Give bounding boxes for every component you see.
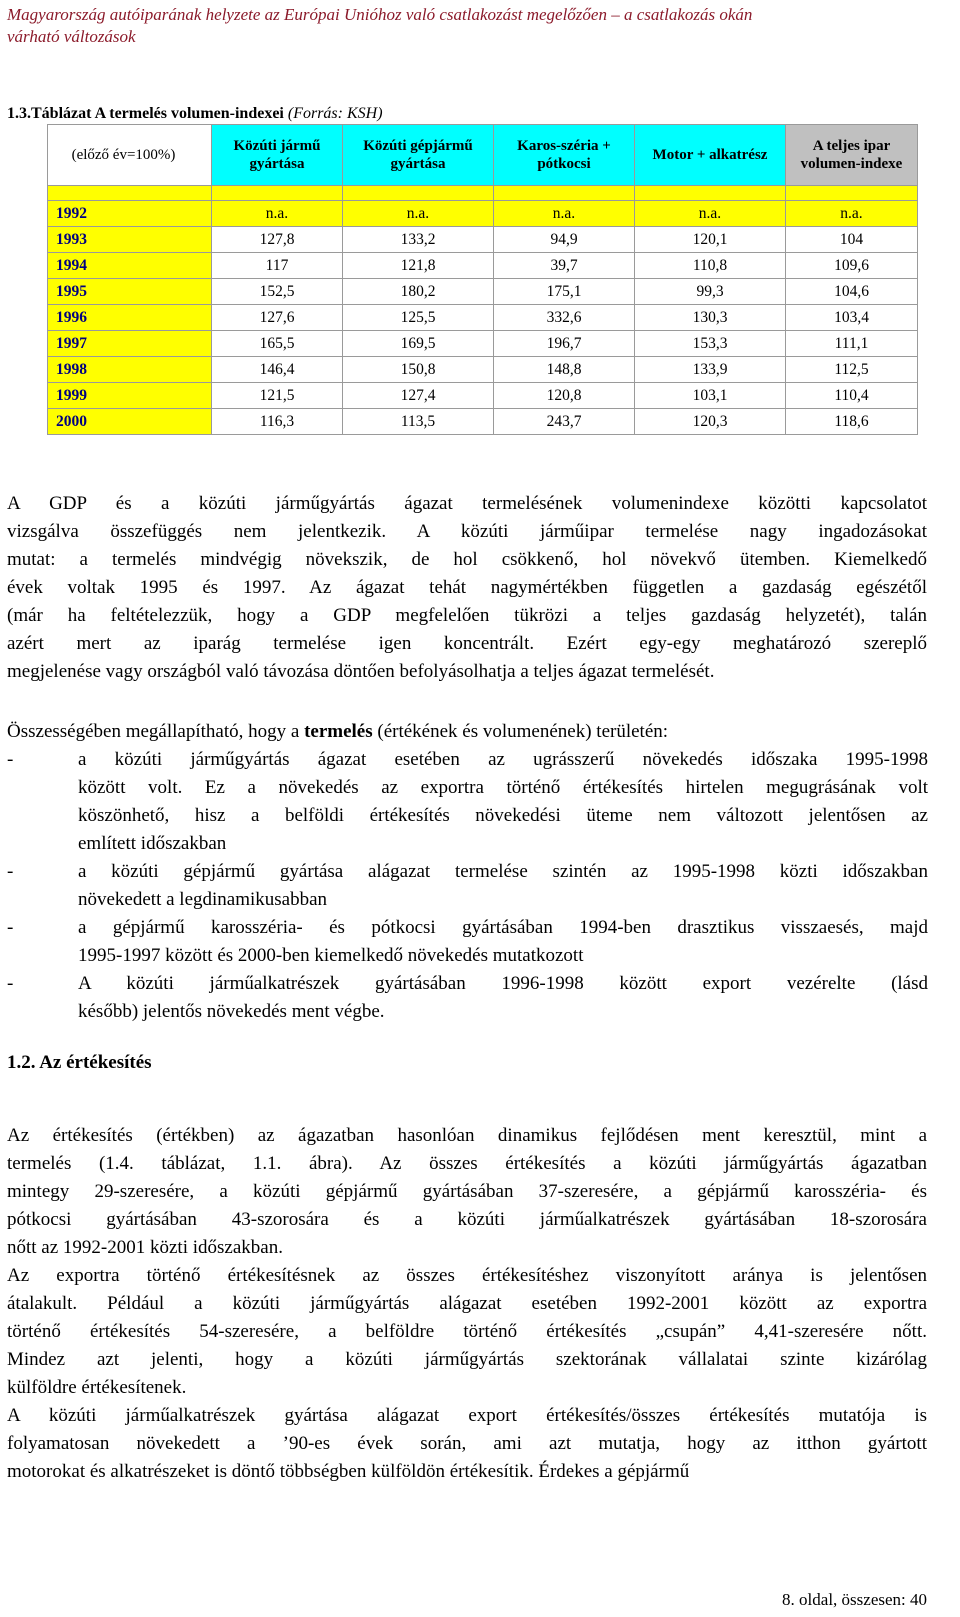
table-cell: 113,5	[343, 409, 494, 435]
table-cell: 104,6	[786, 279, 918, 305]
table-cell: n.a.	[494, 201, 635, 227]
text-line: köszönhető, hisz a belföldi értékesítés növekedési üteme nem változott jelentősen az	[78, 805, 928, 826]
table-row	[48, 383, 918, 409]
bullet-item	[78, 858, 928, 914]
text-line: motorokat és alkatrészeket is döntő többségben külföldön értékesítik. Érdekes a gépjármű	[7, 1461, 690, 1482]
table-header-row	[48, 125, 918, 186]
table-cell: 112,5	[786, 357, 918, 383]
table-cell: 125,5	[343, 305, 494, 331]
table-cell: 127,4	[343, 383, 494, 409]
table-cell: 180,2	[343, 279, 494, 305]
table-year-cell: 1998	[48, 357, 212, 383]
table-year-cell: 1993	[48, 227, 212, 253]
text-line: Az exportra történő értékesítésnek az összes értékesítéshez viszonyított aránya is jelentősen	[7, 1265, 927, 1286]
bullet-item	[78, 914, 928, 970]
table-year-cell: 2000	[48, 409, 212, 435]
bullet-dash: -	[7, 749, 14, 770]
text-line: történő értékesítés 54-szeresére, a belföldre történő értékesítés „csupán” 4,41-szeresére nőtt.	[7, 1321, 927, 1342]
table-cell: 120,3	[635, 409, 786, 435]
text-line: folyamatosan növekedett a ’90-es évek során, ami azt mutatja, hogy az itthon gyártott	[7, 1433, 927, 1454]
table-cell: 133,2	[343, 227, 494, 253]
text-line: Az értékesítés (értékben) az ágazatban hasonlóan dinamikus fejlődésen ment keresztül, mint a	[7, 1125, 927, 1146]
page-footer: 8. oldal, összesen: 40	[782, 1590, 927, 1609]
text-line: nőtt az 1992-2001 közti időszakban.	[7, 1237, 283, 1258]
table-row	[48, 331, 918, 357]
table-cell: n.a.	[786, 201, 918, 227]
table-cell: 110,8	[635, 253, 786, 279]
paragraph-parts	[7, 1402, 927, 1486]
table-year-cell: 1997	[48, 331, 212, 357]
text-line: vizsgálva összefüggés nem jelentkezik. A közúti járműipar termelése nagy ingadozásokat	[7, 521, 927, 542]
paragraph-export	[7, 1262, 927, 1402]
text-line: termelés (1.4. táblázat, 1.1. ábra). Az összes értékesítés a közúti járműgyártás ágazatban	[7, 1153, 927, 1174]
text-line: növekedett a legdinamikusabban	[78, 889, 328, 910]
running-header-line2: várható változások	[7, 27, 136, 46]
text-line: A GDP és a közúti járműgyártás ágazat termelésének volumenindexe közötti kapcsolatot	[7, 493, 927, 514]
table-cell: 116,3	[212, 409, 343, 435]
bullet-item	[78, 970, 928, 1026]
table-cell: 109,6	[786, 253, 918, 279]
table-cell: 130,3	[635, 305, 786, 331]
text-line: mutat: a termelés mindvégig növekszik, de hol csökkenő, hol növekvő ütemben. Kiemelkedő	[7, 549, 927, 570]
text-line: megjelenése vagy országból való távozása döntően befolyásolhatja a teljes ágazat termelését.	[7, 661, 715, 682]
table-row	[48, 409, 918, 435]
table-cell: 146,4	[212, 357, 343, 383]
table-body	[48, 201, 918, 435]
table-title: Táblázat A termelés volumen-indexei	[31, 105, 284, 122]
table-cell: 133,9	[635, 357, 786, 383]
bullet-dash: -	[7, 973, 14, 994]
table-cell: 120,1	[635, 227, 786, 253]
table-cell: 39,7	[494, 253, 635, 279]
text-line: A közúti járműalkatrészek gyártása alágazat export értékesítés/összes értékesítés mutatója is	[7, 1405, 927, 1426]
bold-termeles: termelés	[304, 721, 373, 742]
running-header	[7, 4, 947, 48]
text-line: mintegy 29-szeresére, a közúti gépjármű gyártásában 37-szeresére, a gépjármű karosszéria- és	[7, 1181, 927, 1202]
table-cell: n.a.	[212, 201, 343, 227]
table-year-cell: 1999	[48, 383, 212, 409]
table-cell: 104	[786, 227, 918, 253]
table-cell: 103,4	[786, 305, 918, 331]
table-number: 1.3.	[7, 105, 31, 122]
text-line: említett időszakban	[78, 833, 227, 854]
table-header-cell: Közúti jármű gyártása	[212, 125, 343, 186]
table-cell: n.a.	[635, 201, 786, 227]
table-row	[48, 227, 918, 253]
text-line: a közúti járműgyártás ágazat esetében az ugrásszerű növekedés időszaka 1995-1998	[78, 749, 928, 770]
table-cell: 117	[212, 253, 343, 279]
table-cell: 121,8	[343, 253, 494, 279]
table-cell: n.a.	[343, 201, 494, 227]
bullet-dash: -	[7, 861, 14, 882]
table-cell: 196,7	[494, 331, 635, 357]
text-line: Mindez azt jelenti, hogy a közúti járműgyártás szektorának vállalatai szinte kizárólag	[7, 1349, 927, 1370]
table-cell: 121,5	[212, 383, 343, 409]
table-cell: 148,8	[494, 357, 635, 383]
table-year-cell: 1992	[48, 201, 212, 227]
bullet-dash: -	[7, 917, 14, 938]
text-line: átalakult. Például a közúti járműgyártás alágazat esetében 1992-2001 között az exportra	[7, 1293, 927, 1314]
bullet-item	[78, 746, 928, 858]
text-line: A közúti járműalkatrészek gyártásában 1996-1998 között export vezérelte (lásd	[78, 973, 928, 994]
table-cell: 94,9	[494, 227, 635, 253]
table-cell: 127,6	[212, 305, 343, 331]
table-cell: 153,3	[635, 331, 786, 357]
running-header-line1: Magyarország autóiparának helyzete az Európai Unióhoz való csatlakozást megelőzően – a csatlakozás okán	[7, 5, 753, 24]
table-row	[48, 201, 918, 227]
table-cell: 150,8	[343, 357, 494, 383]
table-cell: 332,6	[494, 305, 635, 331]
table-row	[48, 305, 918, 331]
paragraph-summary-intro: Összességében megállapítható, hogy a termelés (értékének és volumenének) területén:	[7, 721, 669, 742]
text-line: a közúti gépjármű gyártása alágazat termelése szintén az 1995-1998 közti időszakban	[78, 861, 928, 882]
table-cell: 110,4	[786, 383, 918, 409]
table-header-cell: (előző év=100%)	[48, 125, 212, 186]
text-line: 1995-1997 között és 2000-ben kiemelkedő növekedés mutatkozott	[78, 945, 584, 966]
table-source: (Forrás: KSH)	[287, 105, 383, 122]
table-header-cell: A teljes ipar volumen-indexe	[786, 125, 918, 186]
table-spacer-row	[48, 186, 918, 201]
table-row	[48, 253, 918, 279]
table-cell: 111,1	[786, 331, 918, 357]
table-header-cell: Motor + alkatrész	[635, 125, 786, 186]
text-line: azért mert az iparág termelése igen koncentrált. Ezért egy-egy meghatározó szereplő	[7, 633, 927, 654]
paragraph-gdp	[7, 490, 927, 686]
section-title: 1.2. Az értékesítés	[7, 1052, 152, 1073]
table-row	[48, 279, 918, 305]
table-cell: 99,3	[635, 279, 786, 305]
table-cell: 152,5	[212, 279, 343, 305]
table-cell: 120,8	[494, 383, 635, 409]
volume-index-table	[47, 124, 918, 435]
text-line: pótkocsi gyártásában 43-szorosára és a közúti járműalkatrészek gyártásában 18-szorosára	[7, 1209, 927, 1230]
text-line: (már ha feltételezzük, hogy a GDP megfelelően tükrözi a teljes gazdaság helyzetét), talán	[7, 605, 927, 626]
table-cell: 175,1	[494, 279, 635, 305]
text-line: évek voltak 1995 és 1997. Az ágazat tehát nagymértékben független a gazdaság egészétől	[7, 577, 927, 598]
table-caption	[7, 105, 383, 123]
table-cell: 165,5	[212, 331, 343, 357]
table-header-cell: Karos-széria + pótkocsi	[494, 125, 635, 186]
table-cell: 103,1	[635, 383, 786, 409]
text-line: a gépjármű karosszéria- és pótkocsi gyártásában 1994-ben drasztikus visszaesés, majd	[78, 917, 928, 938]
table-year-cell: 1994	[48, 253, 212, 279]
table-row	[48, 357, 918, 383]
text-line: később) jelentős növekedés ment végbe.	[78, 1001, 385, 1022]
text-line: között volt. Ez a növekedés az exportra történő értékesítés hirtelen megugrásának volt	[78, 777, 928, 798]
table-year-cell: 1995	[48, 279, 212, 305]
table-cell: 118,6	[786, 409, 918, 435]
table-cell: 127,8	[212, 227, 343, 253]
table-cell: 243,7	[494, 409, 635, 435]
table-cell: 169,5	[343, 331, 494, 357]
paragraph-sales	[7, 1122, 927, 1262]
table-header-cell: Közúti gépjármű gyártása	[343, 125, 494, 186]
text-line: külföldre értékesítenek.	[7, 1377, 187, 1398]
table-year-cell: 1996	[48, 305, 212, 331]
